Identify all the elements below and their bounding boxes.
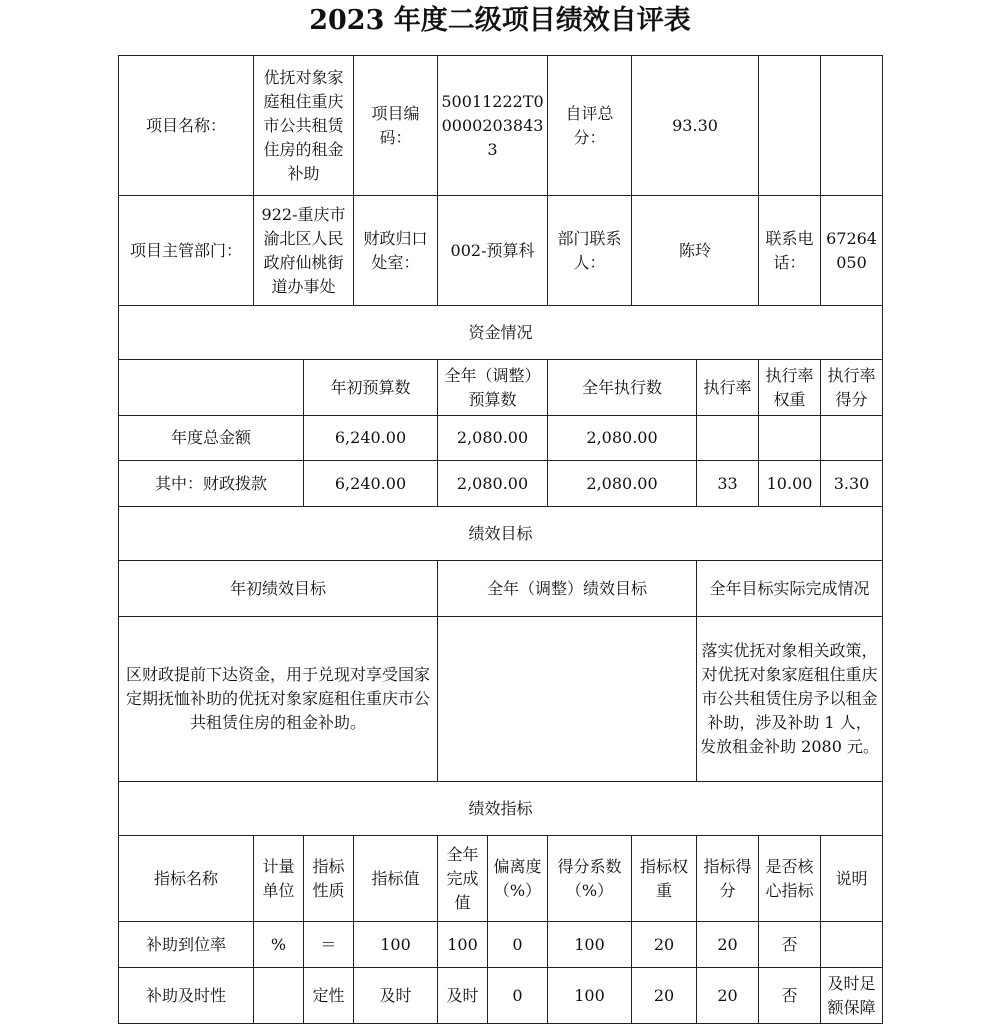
blank-cell [821, 56, 883, 196]
funds-header: 执行率权重 [759, 360, 821, 416]
indicator-header: 是否核心指标 [759, 836, 821, 922]
funds-cell: 33 [697, 461, 759, 507]
funds-row-label: 年度总金额 [119, 416, 304, 461]
indicator-header: 指标权重 [632, 836, 697, 922]
indicator-weight: 20 [632, 968, 697, 1024]
goals-header-actual: 全年目标实际完成情况 [697, 561, 883, 617]
contact-label: 部门联系人： [548, 196, 632, 306]
office-label: 财政归口处室： [354, 196, 438, 306]
indicator-header: 偏离度（%） [488, 836, 548, 922]
project-code-value: 50011222T000002038433 [438, 56, 548, 196]
indicator-core: 否 [759, 968, 821, 1024]
indicator-header: 指标值 [354, 836, 438, 922]
goals-actual-text: 落实优抚对象相关政策，对优抚对象家庭租住重庆市公共租赁住房予以租金补助，涉及补助 1 人，发放租金补助 2080 元。 [697, 617, 883, 782]
blank-cell [759, 56, 821, 196]
indicator-deviation: 0 [488, 968, 548, 1024]
indicator-core: 否 [759, 922, 821, 968]
funds-header-blank [119, 360, 304, 416]
funds-cell: 6,240.00 [304, 416, 438, 461]
indicators-section-title: 绩效指标 [119, 782, 883, 836]
score-label: 自评总分： [548, 56, 632, 196]
funds-row [119, 461, 883, 507]
funds-header: 执行率 [697, 360, 759, 416]
indicator-note [821, 922, 883, 968]
indicator-done: 100 [438, 922, 488, 968]
project-row-dept [119, 196, 883, 306]
indicator-score: 20 [697, 922, 759, 968]
funds-cell [821, 416, 883, 461]
indicator-header: 指标性质 [304, 836, 354, 922]
phone-label: 联系电话： [759, 196, 821, 306]
indicator-score: 20 [697, 968, 759, 1024]
score-value: 93.30 [632, 56, 759, 196]
dept-value: 922-重庆市渝北区人民政府仙桃街道办事处 [254, 196, 354, 306]
goals-header-adjusted: 全年（调整）绩效目标 [438, 561, 697, 617]
funds-header: 全年（调整）预算数 [438, 360, 548, 416]
indicator-row [119, 968, 883, 1024]
funds-cell: 3.30 [821, 461, 883, 507]
contact-value: 陈玲 [632, 196, 759, 306]
funds-cell: 2,080.00 [438, 416, 548, 461]
indicator-value: 及时 [354, 968, 438, 1024]
indicator-deviation: 0 [488, 922, 548, 968]
goals-section-title: 绩效目标 [119, 507, 883, 561]
funds-cell: 2,080.00 [548, 416, 697, 461]
funds-cell [759, 416, 821, 461]
indicator-nature: ＝ [304, 922, 354, 968]
evaluation-table [118, 55, 883, 1024]
goals-content-row [119, 617, 883, 782]
indicator-coefficient: 100 [548, 922, 632, 968]
indicator-header: 指标名称 [119, 836, 254, 922]
funds-cell: 6,240.00 [304, 461, 438, 507]
funds-cell: 2,080.00 [438, 461, 548, 507]
project-name-value: 优抚对象家庭租住重庆市公共租赁住房的租金补助 [254, 56, 354, 196]
funds-row [119, 416, 883, 461]
indicator-header: 计量单位 [254, 836, 304, 922]
goals-header-row [119, 561, 883, 617]
indicators-header-row [119, 836, 883, 922]
funds-row-label: 其中：财政拨款 [119, 461, 304, 507]
indicator-row [119, 922, 883, 968]
funds-header: 执行率得分 [821, 360, 883, 416]
project-name-label: 项目名称： [119, 56, 254, 196]
indicator-weight: 20 [632, 922, 697, 968]
page-title: 2023 年度二级项目绩效自评表 [309, 5, 691, 36]
indicator-coefficient: 100 [548, 968, 632, 1024]
indicator-value: 100 [354, 922, 438, 968]
indicator-unit [254, 968, 304, 1024]
project-row-name [119, 56, 883, 196]
project-code-label: 项目编码： [354, 56, 438, 196]
goals-adjusted-text [438, 617, 697, 782]
indicator-header: 说明 [821, 836, 883, 922]
funds-header-row [119, 360, 883, 416]
phone-value: 67264050 [821, 196, 883, 306]
funds-section-title: 资金情况 [119, 306, 883, 360]
indicator-note: 及时足额保障 [821, 968, 883, 1024]
indicator-header: 得分系数（%） [548, 836, 632, 922]
indicator-nature: 定性 [304, 968, 354, 1024]
indicator-header: 全年完成值 [438, 836, 488, 922]
funds-cell [697, 416, 759, 461]
funds-header: 全年执行数 [548, 360, 697, 416]
indicator-done: 及时 [438, 968, 488, 1024]
funds-cell: 10.00 [759, 461, 821, 507]
funds-header: 年初预算数 [304, 360, 438, 416]
indicator-header: 指标得分 [697, 836, 759, 922]
dept-label: 项目主管部门： [119, 196, 254, 306]
funds-cell: 2,080.00 [548, 461, 697, 507]
indicator-name: 补助及时性 [119, 968, 254, 1024]
indicator-name: 补助到位率 [119, 922, 254, 968]
goals-initial-text: 区财政提前下达资金，用于兑现对享受国家定期抚恤补助的优抚对象家庭租住重庆市公共租赁住房的租金补助。 [119, 617, 438, 782]
indicator-unit: % [254, 922, 304, 968]
office-value: 002-预算科 [438, 196, 548, 306]
goals-header-initial: 年初绩效目标 [119, 561, 438, 617]
